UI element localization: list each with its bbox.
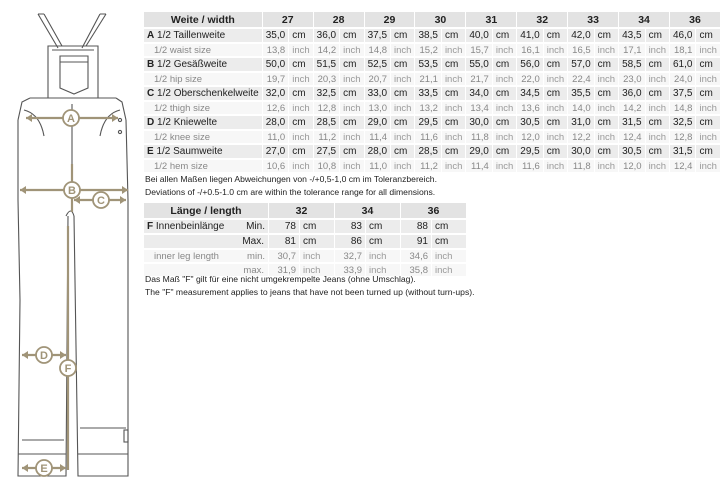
min-label-en: min. [247,250,265,262]
inch-value: 16,5 [568,44,593,56]
cm-value: 32,5 [670,116,695,129]
inch-value: 19,7 [263,73,288,85]
measure-name-en: 1/2 thigh size [144,102,262,114]
unit-inch: inch [595,102,618,114]
length-min-inch-34: 32,7 [335,250,365,262]
unit-inch: inch [595,131,618,143]
unit-inch: inch [391,102,414,114]
unit-cm: cm [696,58,719,71]
inch-value: 20,3 [314,73,339,85]
inch-value: 18,1 [670,44,695,56]
inch-value: 15,2 [415,44,440,56]
unit-cm: cm [493,87,516,100]
inch-value: 10,6 [263,160,288,172]
length-label-en: inner leg length [154,250,219,262]
inch-value: 14,0 [568,102,593,114]
measure-label-de [144,116,262,129]
unit-inch: inch [646,102,669,114]
width-size-28: 28 [332,13,345,26]
unit-inch: inch [696,73,719,85]
width-size-29: 29 [383,13,396,26]
cm-value: 61,0 [670,58,695,71]
measure-name-de: 1/2 Gesäßweite [157,59,228,70]
measure-label-de [144,87,262,100]
length-size-32: 32 [295,204,308,217]
unit-cm: cm [366,235,400,248]
min-label: Min. [246,221,265,232]
inch-value: 14,2 [314,44,339,56]
unit-cm: cm [646,58,669,71]
inch-value: 11,0 [365,160,390,172]
unit-cm: cm [432,220,466,233]
unit-cm: cm [340,58,363,71]
width-size-34: 34 [638,13,650,26]
unit-inch: inch [493,131,516,143]
cm-value: 57,0 [568,58,593,71]
unit-cm: cm [442,29,465,42]
inch-value: 12,4 [670,160,695,172]
inch-value: 11,2 [415,160,440,172]
unit-inch: inch [646,160,669,172]
unit-cm: cm [289,145,312,158]
measure-name-en: 1/2 hip size [144,73,262,85]
inch-value: 13,8 [263,44,288,56]
length-note-de: Das Maß "F" gilt für eine nicht umgekrempelte Jeans (ohne Umschlag). [145,274,416,284]
length-size-36: 36 [427,204,440,217]
cm-value: 41,0 [517,29,542,42]
unit-cm: cm [391,116,414,129]
cm-value: 36,0 [619,87,644,100]
unit-inch: inch [442,160,465,172]
tolerance-note-de: Bei allen Maßen liegen Abweichungen von -/+0,5-1,0 cm im Toleranzbereich. [145,174,437,184]
measure-label-de [144,58,262,71]
unit-inch: inch [646,73,669,85]
measure-row-inch [144,160,720,172]
measure-name-de: 1/2 Saumweite [156,146,223,157]
width-size-31: 31 [485,13,498,26]
unit-inch: inch [696,102,719,114]
inch-value: 11,8 [466,131,491,143]
label-e: E [40,463,48,475]
unit-inch: inch [442,73,465,85]
unit-cm: cm [595,145,618,158]
inch-value: 15,7 [466,44,491,56]
cm-value: 35,5 [568,87,593,100]
cm-value: 28,5 [415,145,440,158]
inch-value: 13,0 [365,102,390,114]
inch-value: 23,0 [619,73,644,85]
unit-cm: cm [646,116,669,129]
unit-cm: cm [340,29,363,42]
cm-value: 40,0 [466,29,491,42]
unit-cm: cm [696,29,719,42]
inch-value: 13,6 [517,102,542,114]
inch-value: 12,0 [517,131,542,143]
cm-value: 30,0 [568,145,593,158]
measure-name-en: 1/2 knee size [144,131,262,143]
unit-cm: cm [595,58,618,71]
unit-cm: cm [289,87,312,100]
unit-inch: inch [289,160,312,172]
length-max-cm-row [144,235,466,248]
cm-value: 27,0 [263,145,288,158]
inch-value: 22,4 [568,73,593,85]
inch-value: 10,8 [314,160,339,172]
inch-value: 11,4 [365,131,390,143]
label-b: B [68,185,76,197]
cm-value: 34,5 [517,87,542,100]
unit-inch: inch [391,131,414,143]
cm-value: 37,5 [670,87,695,100]
unit-inch: inch [544,44,567,56]
unit-inch: inch [493,160,516,172]
unit-cm: cm [289,116,312,129]
unit-cm: cm [366,220,400,233]
unit-cm: cm [696,145,719,158]
measure-row-inch [144,44,720,56]
unit-inch: inch [544,73,567,85]
unit-cm: cm [391,145,414,158]
unit-inch: inch [696,131,719,143]
unit-cm: cm [493,116,516,129]
cm-value: 52,5 [365,58,390,71]
overalls-diagram [0,0,140,484]
length-header: Länge / length [170,204,242,217]
measure-name-de: 1/2 Taillenweite [157,30,226,41]
unit-cm: cm [340,87,363,100]
cm-value: 31,5 [670,145,695,158]
unit-inch: inch [340,102,363,114]
cm-value: 29,5 [415,116,440,129]
label-c: C [97,195,105,207]
cm-value: 36,0 [314,29,339,42]
unit-inch: inch [595,160,618,172]
unit-cm: cm [544,116,567,129]
cm-value: 38,5 [415,29,440,42]
unit-inch: inch [366,264,400,276]
length-min-inch-32: 30,7 [269,250,299,262]
unit-cm: cm [442,145,465,158]
cm-value: 50,0 [263,58,288,71]
width-size-33: 33 [587,13,599,26]
unit-cm: cm [432,235,466,248]
unit-inch: inch [340,44,363,56]
length-min-inch-36: 34,6 [401,250,431,262]
length-letter: F [147,221,154,232]
unit-inch: inch [391,44,414,56]
unit-cm: cm [340,145,363,158]
unit-cm: cm [442,87,465,100]
cm-value: 35,0 [263,29,288,42]
cm-value: 33,0 [365,87,390,100]
unit-inch: inch [432,250,466,262]
unit-cm: cm [544,87,567,100]
inch-value: 14,8 [365,44,390,56]
length-min-cm-36: 88 [401,220,431,233]
cm-value: 33,5 [415,87,440,100]
measure-row-cm [144,145,720,158]
width-size-32: 32 [536,13,549,26]
unit-cm: cm [696,116,719,129]
unit-inch: inch [289,131,312,143]
unit-inch: inch [340,73,363,85]
cm-value: 58,5 [619,58,644,71]
measure-name-en: 1/2 waist size [144,44,262,56]
label-f: F [64,363,72,375]
cm-value: 37,5 [365,29,390,42]
cm-value: 30,5 [619,145,644,158]
inch-value: 20,7 [365,73,390,85]
unit-cm: cm [646,29,669,42]
cm-value: 29,0 [466,145,491,158]
cm-value: 42,0 [568,29,593,42]
unit-inch: inch [544,102,567,114]
unit-inch: inch [595,73,618,85]
width-size-table [143,10,720,174]
width-size-36: 36 [689,13,701,26]
inch-value: 22,0 [517,73,542,85]
measure-row-inch [144,73,720,85]
unit-cm: cm [493,58,516,71]
unit-cm: cm [300,235,334,248]
inch-value: 16,1 [517,44,542,56]
inch-value: 11,6 [415,131,440,143]
inch-value: 17,1 [619,44,644,56]
measure-letter: B [147,59,155,70]
unit-inch: inch [289,44,312,56]
measure-name-de: 1/2 Oberschenkelweite [157,88,259,99]
length-min-cm-row [144,220,466,233]
length-max-inch-32: 31,9 [269,264,299,276]
inch-value: 11,6 [517,160,542,172]
unit-cm: cm [646,87,669,100]
length-max-inch-34: 33,9 [335,264,365,276]
length-max-cm-36: 91 [401,235,431,248]
cm-value: 32,5 [314,87,339,100]
unit-inch: inch [366,250,400,262]
unit-inch: inch [493,102,516,114]
inch-value: 12,2 [568,131,593,143]
unit-inch: inch [544,131,567,143]
cm-value: 28,0 [263,116,288,129]
cm-value: 46,0 [670,29,695,42]
length-label-de: Innenbeinlänge [155,221,225,232]
unit-cm: cm [442,58,465,71]
inch-value: 11,0 [263,131,288,143]
unit-cm: cm [544,145,567,158]
label-a: A [67,113,75,125]
length-min-cm-32: 78 [269,220,299,233]
cm-value: 27,5 [314,145,339,158]
length-min-cm-34: 83 [335,220,365,233]
unit-inch: inch [646,131,669,143]
measure-row-cm [144,58,720,71]
inch-value: 12,4 [619,131,644,143]
unit-cm: cm [544,29,567,42]
measure-label-de [144,29,262,42]
unit-inch: inch [391,73,414,85]
cm-value: 43,5 [619,29,644,42]
cm-value: 30,0 [466,116,491,129]
unit-inch: inch [391,160,414,172]
cm-value: 28,5 [314,116,339,129]
unit-cm: cm [595,87,618,100]
unit-cm: cm [646,145,669,158]
measure-letter: A [147,30,155,41]
cm-value: 51,5 [314,58,339,71]
length-note-en: The "F" measurement applies to jeans that have not been turned up (without turn-ups). [145,287,475,297]
unit-inch: inch [300,264,334,276]
tolerance-note-en: Deviations of -/+0.5-1.0 cm are within the tolerance range for all dimensions. [145,187,436,197]
cm-value: 30,5 [517,116,542,129]
unit-cm: cm [289,58,312,71]
measure-letter: D [147,117,155,128]
unit-cm: cm [391,58,414,71]
length-max-cm-32: 81 [269,235,299,248]
max-label: Max. [144,235,268,248]
unit-cm: cm [493,29,516,42]
width-header-row [144,12,720,27]
cm-value: 31,0 [568,116,593,129]
measure-name-de: 1/2 Kniewelte [157,117,218,128]
unit-cm: cm [391,29,414,42]
inch-value: 21,1 [415,73,440,85]
width-size-30: 30 [434,13,447,26]
unit-inch: inch [696,44,719,56]
unit-inch: inch [646,44,669,56]
length-size-34: 34 [361,204,374,217]
cm-value: 29,5 [517,145,542,158]
label-d: D [40,350,48,362]
inch-value: 13,4 [466,102,491,114]
length-size-table [143,201,467,278]
measure-row-cm [144,116,720,129]
inch-value: 12,0 [619,160,644,172]
unit-cm: cm [300,220,334,233]
width-size-27: 27 [281,13,294,26]
cm-value: 56,0 [517,58,542,71]
inch-value: 11,8 [568,160,593,172]
unit-inch: inch [442,131,465,143]
unit-cm: cm [595,116,618,129]
inch-value: 12,8 [670,131,695,143]
unit-inch: inch [493,44,516,56]
unit-inch: inch [300,250,334,262]
length-min-inch-row [144,250,466,262]
unit-inch: inch [289,102,312,114]
unit-inch: inch [493,73,516,85]
inch-value: 24,0 [670,73,695,85]
max-label-en: max. [144,264,268,276]
measure-letter: C [147,88,155,99]
measure-row-cm [144,29,720,42]
inch-value: 11,2 [314,131,339,143]
inch-value: 11,4 [466,160,491,172]
measure-letter: E [147,146,154,157]
unit-inch: inch [696,160,719,172]
unit-inch: inch [442,102,465,114]
unit-cm: cm [595,29,618,42]
measure-row-inch [144,102,720,114]
unit-cm: cm [391,87,414,100]
unit-cm: cm [544,58,567,71]
cm-value: 31,5 [619,116,644,129]
cm-value: 28,0 [365,145,390,158]
cm-value: 32,0 [263,87,288,100]
unit-inch: inch [289,73,312,85]
unit-inch: inch [442,44,465,56]
measure-row-cm [144,87,720,100]
unit-inch: inch [340,131,363,143]
inch-value: 14,8 [670,102,695,114]
unit-inch: inch [595,44,618,56]
measure-row-inch [144,131,720,143]
cm-value: 34,0 [466,87,491,100]
measure-label-de [144,145,262,158]
inch-value: 21,7 [466,73,491,85]
unit-inch: inch [544,160,567,172]
width-header: Weite / width [170,13,235,26]
inch-value: 12,6 [263,102,288,114]
unit-cm: cm [696,87,719,100]
length-max-inch-36: 35,8 [401,264,431,276]
length-max-cm-34: 86 [335,235,365,248]
unit-cm: cm [442,116,465,129]
inch-value: 13,2 [415,102,440,114]
unit-inch: inch [432,264,466,276]
inch-value: 12,8 [314,102,339,114]
unit-inch: inch [340,160,363,172]
unit-cm: cm [340,116,363,129]
cm-value: 55,0 [466,58,491,71]
cm-value: 53,5 [415,58,440,71]
length-header-row [144,203,466,218]
inch-value: 14,2 [619,102,644,114]
unit-cm: cm [493,145,516,158]
unit-cm: cm [289,29,312,42]
cm-value: 29,0 [365,116,390,129]
measure-name-en: 1/2 hem size [144,160,262,172]
